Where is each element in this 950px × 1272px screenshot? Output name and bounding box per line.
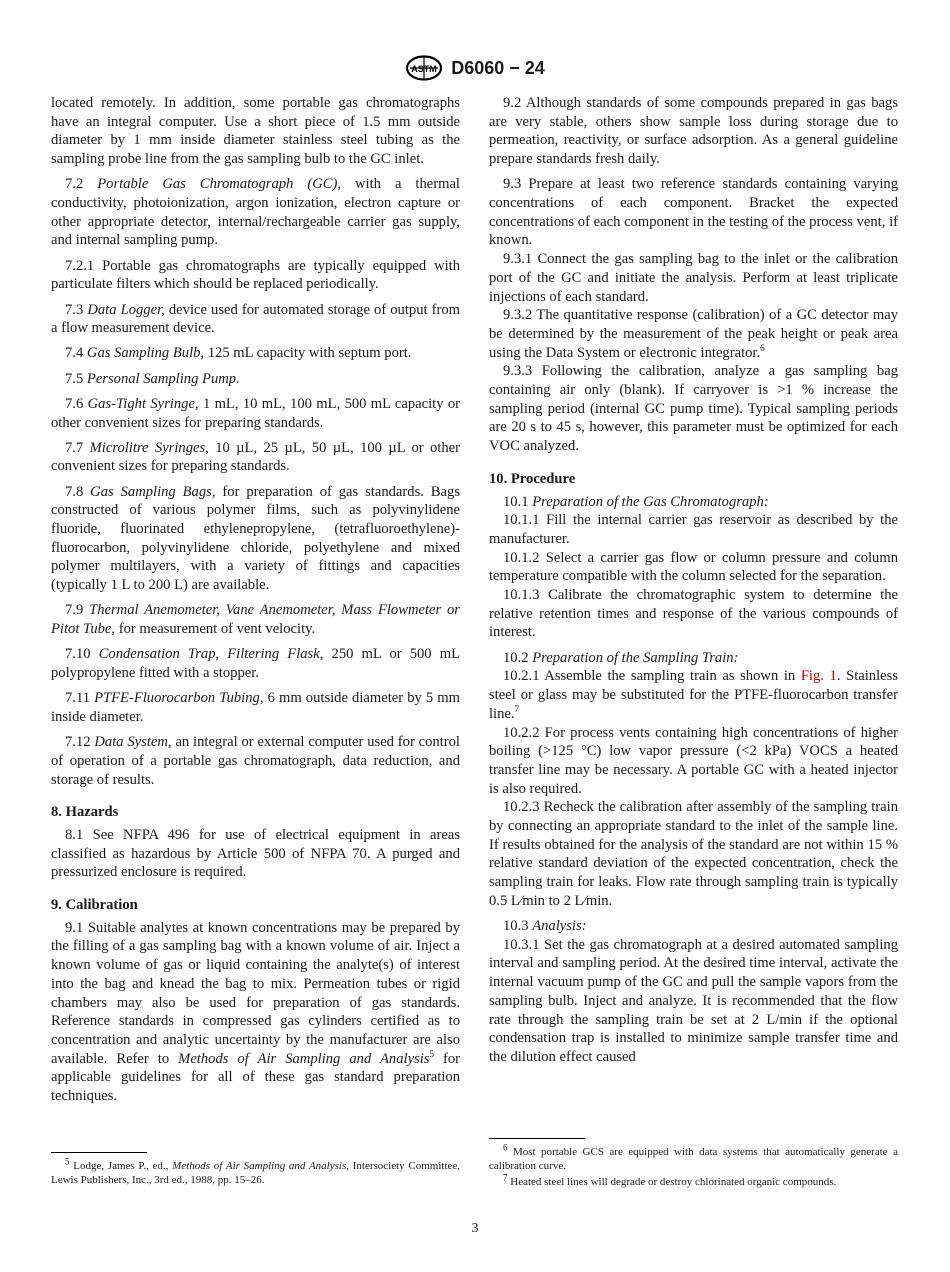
footnote-divider [51,1152,147,1153]
paragraph-9-2: 9.2 Although standards of some compounds prepared in gas bags are very stable, others show sample loss during storage due to permeation, reactivity, or surface adsorption. As a general guideline prepare standards fresh daily. [489,95,898,168]
paragraph-10-1: 10.1 Preparation of the Gas Chromatograph: [503,493,769,510]
figure-link[interactable]: Fig. 1 [800,668,837,685]
section-heading-hazards: 8. Hazards [51,804,119,821]
paragraph-10-2-3: 10.2.3 Recheck the calibration after assembly of the sampling train by connecting an appropriate standard to the inlet of the sample line. If results obtained for the analysis of the standard are not within 15 % relative standard deviation of the expected concentration, check the sampling train for leaks. Flow rate through sampling train is typically 0.5 L⁄min to 2 L⁄min. [489,799,898,909]
paragraph-7-2-1: 7.2.1 Portable gas chromatographs are typically equipped with particulate filters which should be replaced periodically. [51,257,460,293]
paragraph-10-2-1: 10.2.1 Assemble the sampling train as shown in Fig. 1. Stainless steel or glass may be substituted for the PTFE-fluorocarbon transfer line.$^7$ [489,668,898,722]
paragraph-9-3: 9.3 Prepare at least two reference standards containing varying concentrations of each component. Bracket the expected concentrations of each component in the testing of the process vent, if known. [489,176,898,249]
footnote-ref-7: 7 [514,703,520,714]
footnote-5: $^5$ Lodge, James P., ed., Methods of Air Sampling and Analysis, Intersociety Committee, Lewis Publishers, Inc., 3rd ed., 1988, pp. 15–26. [51,1156,461,1186]
paragraph-10-3: 10.3 Analysis: [503,918,587,935]
footnote-ref-6: 6 [760,342,765,353]
paragraph-7-5: 7.5 Personal Sampling Pump. [65,370,240,387]
astm-logo-icon [405,55,443,81]
footnote-6: $^6$ Most portable GCS are equipped with data systems that automatically generate a calibration curve. [489,1142,899,1172]
paragraph-10-2-2: 10.2.2 For process vents containing high concentrations of higher boiling (>125 °C) low vapor pressure (<2 kPa) VOCS a heated transfer line may be necessary. A portable GC with a heated injector is also required. [489,724,898,797]
footnotes-left [51,1152,460,1189]
paragraph-7-4: 7.4 Gas Sampling Bulb, 125 mL capacity with septum port. [65,345,412,362]
paragraph-9-3-3: 9.3.3 Following the calibration, analyze a gas sampling bag containing air only (blank). If carryover is >1 % increase the sampling period (internal GC pump time). Typical sampling periods are 20 s to 45 s, however, this parameter must be optimized for each VOC analyzed. [489,363,898,455]
footnotes-right [489,1138,898,1191]
right-column [489,94,898,1067]
left-column [51,94,460,1112]
paragraph-10-1-2: 10.1.2 Select a carrier gas flow or column pressure and column temperature compatible with the column selected for the separation. [489,549,898,585]
footnote-7: $^7$ Heated steel lines will degrade or destroy chlorinated organic compounds. [503,1172,837,1188]
paragraph-7-10: 7.10 Condensation Trap, Filtering Flask, 250 mL or 500 mL polypropylene fitted with a stopper. [51,646,460,681]
paragraph-9-3-1: 9.3.1 Connect the gas sampling bag to the inlet or the calibration port of the GC and initiate the analysis. Perform at least triplicate injections of each standard. [489,251,898,305]
astm-logo-text: ASTM [411,64,437,74]
paragraph-7-12: 7.12 Data System, an integral or external computer used for control of operation of a portable gas chromatograph, data reduction, and storage of results. [51,734,460,788]
paragraph-10-1-1: 10.1.1 Fill the internal carrier gas reservoir as described by the manufacturer. [489,512,898,547]
footnote-ref-5: 5 [429,1048,434,1059]
paragraph-7-1-cont: located remotely. In addition, some portable gas chromatographs have an integral computer. Use a short piece of 1.5 mm outside diameter by 1 mm inside diameter stainless steel tubing as the sampling probe line from the gas sampling bulb to the GC inlet. [51,95,460,168]
section-heading-procedure: 10. Procedure [489,470,576,487]
paragraph-10-2: 10.2 Preparation of the Sampling Train: [503,649,739,666]
paragraph-10-3-1: 10.3.1 Set the gas chromatograph at a desired automated sampling interval and sampling period. At the desired time interval, activate the internal vacuum pump of the GC and pull the sample vapors from the sampling bulb. Inject and analyze. It is recommended that the flow rate through the sampling train be set at 2 L/min if the optional condensation trap is installed to minimize sample transfer time and the dilution effect caused [489,936,898,1065]
paragraph-7-6: 7.6 Gas-Tight Syringe, 1 mL, 10 mL, 100 mL, 500 mL capacity or other convenient sizes for preparing standards. [51,395,460,431]
paragraph-7-9: 7.9 Thermal Anemometer, Vane Anemometer, Mass Flowmeter or Pitot Tube, for measurement of vent velocity. [51,602,460,638]
paragraph-10-1-3: 10.1.3 Calibrate the chromatographic system to determine the relative retention times and response of the various compounds of interest. [489,587,898,641]
paragraph-7-3: 7.3 Data Logger, device used for automated storage of output from a flow measurement device. [51,301,460,337]
paragraph-9-3-2: 9.3.2 The quantitative response (calibration) of a GC detector may be determined by the measurement of the peak height or peak area using the Data System or electronic integrator.$^6$ [489,307,898,361]
footnote-divider [489,1138,585,1139]
term: Portable Gas Chromatograph (GC), [97,176,341,193]
paragraph-7-8: 7.8 Gas Sampling Bags, for preparation of gas standards. Bags constructed of various polymer films, such as polyvinylidene fluoride, fluorinated ethylenepropylene, (tetrafluoroethylene)-fluorocarbon, polyvinylidene chloride, polyethylene and mixed polymer multilayers, with a variety of fittings and capacities (typically 1 L to 200 L) are available. [51,483,460,594]
page-number: 3 [471,1221,479,1236]
page-header [0,55,950,81]
paragraph-8-1: 8.1 See NFPA 496 for use of electrical equipment in areas classified as hazardous by Article 500 of NFPA 70. A purged and pressurized enclosure is required. [51,826,460,881]
document-code: D6060 − 24 [451,57,545,78]
paragraph-9-1: 9.1 Suitable analytes at known concentrations may be prepared by the filling of a gas sampling bag with a known volume of air. Inject a known volume of gas or liquid containing the analyte(s) of interest into the bag and knead the bag to mix. Permeation tubes or rigid chambers may also be used for preparation of gas standards. Reference standards in compressed gas cylinders certified as to concentration and analytic uncertainty by the manufacturer are also available. Refer to Methods of Air Sampling and Analysis$^5$ for applicable guidelines for all of these gas standard preparation techniques. [51,919,461,1105]
paragraph-7-11: 7.11 PTFE-Fluorocarbon Tubing, 6 mm outside diameter by 5 mm inside diameter. [51,690,460,725]
section-heading-calibration: 9. Calibration [51,897,138,914]
paragraph-7-7: 7.7 Microlitre Syringes, 10 µL, 25 µL, 50 µL, 100 µL or other convenient sizes for preparing standards. [51,439,460,475]
paragraph-7-2: 7.2 Portable Gas Chromatograph (GC), with a thermal conductivity, photoionization, argon ionization, electron capture or other appropriate detector, internal/rechargeable carrier gas supply, and internal sampling pump. [51,176,460,249]
